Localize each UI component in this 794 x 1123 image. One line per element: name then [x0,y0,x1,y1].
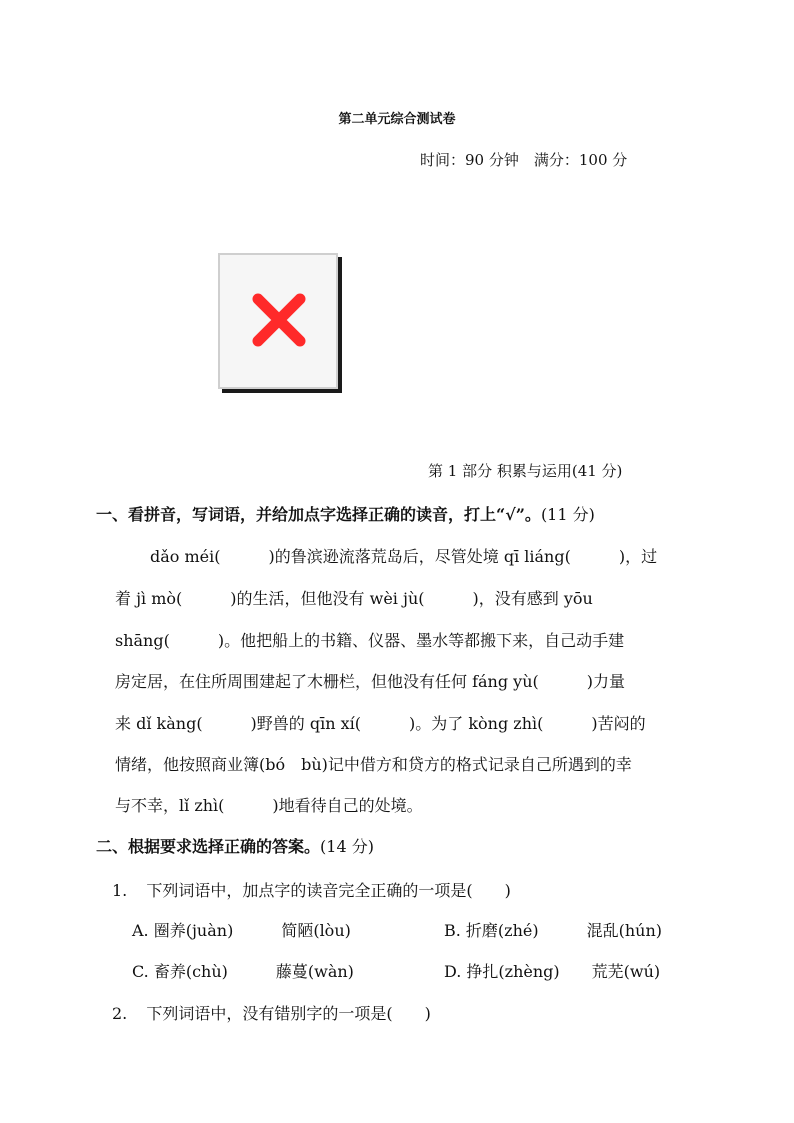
section1-points: (11 分) [540,505,595,524]
question-1-text: 下列词语中，加点字的读音完全正确的一项是( ) [146,881,511,900]
question-2 [112,1001,431,1024]
broken-image-placeholder [218,253,338,389]
passage-line-4[interactable]: 房定居，在住所周围建起了木栅栏，但他没有任何 fáng yù( )力量 [115,672,626,691]
q1-option-a[interactable]: A. 圈养(juàn) 简陋(lòu) [132,921,351,940]
section2-heading [96,834,374,857]
passage-line-2[interactable]: 着 jì mò( )的生活，但他没有 wèi jù( )，没有感到 yōu [115,589,593,608]
passage-line-3[interactable]: shāng( )。他把船上的书籍、仪器、墨水等都搬下来，自己动手建 [115,631,625,650]
time-score-info: 时间：90 分钟 满分：100 分 [420,151,628,169]
question-1-number: 1. [112,881,128,900]
q1-option-d[interactable]: D. 挣扎(zhèng) 荒芜(wú) [444,962,661,981]
broken-image-icon [250,291,308,349]
passage-line-6[interactable]: 情绪，他按照商业簿(bó bù)记中借方和贷方的格式记录自己所遇到的幸 [115,755,632,774]
section1-heading-text: 一、看拼音，写词语，并给加点字选择正确的读音，打上“√”。 [96,505,541,524]
part-title: 第 1 部分 积累与运用(41 分) [428,462,623,480]
question-2-text: 下列词语中，没有错别字的一项是( ) [146,1004,431,1023]
section1-heading [96,502,595,525]
section2-points: (14 分) [320,837,374,856]
passage-line-7[interactable]: 与不幸，lǐ zhì( )地看待自己的处境。 [115,796,423,815]
passage-line-1[interactable]: dǎo méi( )的鲁滨逊流落荒岛后，尽管处境 qī liáng( )，过 [150,547,658,566]
exam-title: 第二单元综合测试卷 [338,112,456,127]
q1-option-c[interactable]: C. 畜养(chù) 藤蔓(wàn) [132,962,354,981]
passage-line-5[interactable]: 来 dǐ kàng( )野兽的 qīn xí( )。为了 kòng zhì( )苦闷的 [115,714,646,733]
question-1 [112,878,511,901]
question-2-number: 2. [112,1004,128,1023]
q1-option-b[interactable]: B. 折磨(zhé) 混乱(hún) [444,921,663,940]
section2-heading-text: 二、根据要求选择正确的答案。 [96,837,321,856]
